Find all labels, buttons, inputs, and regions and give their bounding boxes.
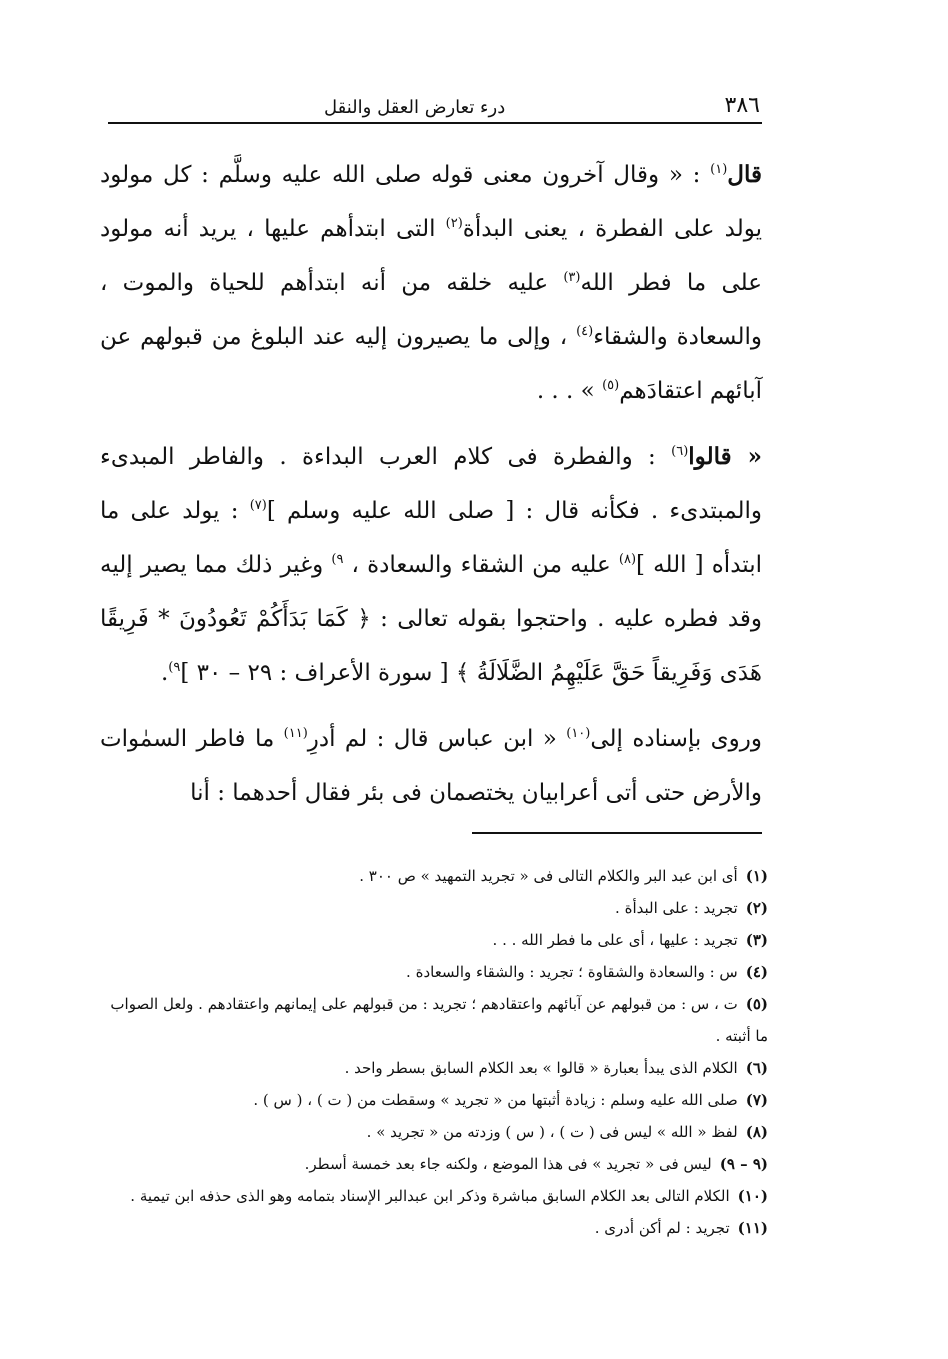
footnote [96,924,768,956]
footnote-number: (٢) [745,899,768,917]
footnote-ref: (٨) [618,552,637,567]
footnote-ref: (١١) [283,726,308,741]
footnote-number: (٣) [745,931,768,949]
footnote-ref: ٩) [331,552,344,567]
footnote-number: (١) [745,867,768,885]
footnote [96,1180,768,1212]
footnote-number: (٩ – ٩) [719,1155,768,1173]
paragraph-lead: « قالوا [688,443,762,470]
paragraph [100,148,762,418]
footnote-ref: (٢) [445,216,463,231]
footnote-text: ليس فى « تجريد » فى هذا الموضع ، ولكنه جاء بعد خمسة أسطر. [304,1155,712,1173]
paragraph-text: عليه خلقه من أنه ابتدأهم للحياة والموت ، والسعادة والشقاء [100,270,762,350]
paragraph-text: وروى بإسناده إلى [590,726,762,752]
running-title: درء تعارض العقل والنقل [324,97,506,118]
paragraph-text: : « وقال آخرون معنى قوله صلى الله عليه وسلَّم : كل مولود يولد على الفطرة ، يعنى البدأة [100,162,763,242]
footnote-ref: (٧) [249,498,267,513]
footnote-number: (٧) [745,1091,768,1109]
footnote [96,1212,768,1244]
footnote [96,1084,768,1116]
footnote-ref: (١) [710,162,728,177]
footnote-number: (٦) [745,1059,768,1077]
footnote-rule [472,832,762,834]
footnote-text: تجريد : على البدأة . [615,899,738,917]
footnote-text: ت ، س : من قبولهم عن آبائهم واعتقادهم ؛ تجريد : من قبولهم على إيمانهم واعتقادهم . ولعل الصواب ما أثبته . [110,995,768,1045]
footnote-text: تجريد : لم أكن أدرى . [594,1219,730,1237]
footnote-text: الكلام الذى يبدأ بعبارة « قالوا » بعد الكلام السابق بسطر واحد . [344,1059,738,1077]
footnote-text: الكلام التالى بعد الكلام السابق مباشرة وذكر ابن عبدالبر الإسناد بتمامه وهو الذى حذفه ابن تيمية . [130,1187,730,1205]
paragraph-text: » . . . [536,378,603,404]
footnote [96,892,768,924]
footnote-ref: (٦) [671,444,689,459]
footnote-ref: (٥) [602,378,620,393]
footnote [96,1148,768,1180]
footnote-number: (٤) [745,963,768,981]
footnotes [96,860,768,1244]
paragraph-text: ما فاطر السمٰوات والأرض حتى أتى أعرابيان يختصمان فى بئر فقال أحدهما : أنا [100,726,762,806]
paragraph-text: عليه من الشقاء والسعادة ، [343,552,619,578]
paragraph [100,430,762,700]
footnote [96,1052,768,1084]
paragraph-text: « ابن عباس قال : لم أدرِ [307,726,567,752]
header-rule [108,122,762,124]
footnote [96,956,768,988]
paragraph-text: ، وإلى ما يصيرون إليه عند البلوغ من قبولهم عن آبائهم اعتقادَهم [100,324,762,404]
footnote-ref: (١٠) [566,726,591,741]
footnote-number: (١٠) [737,1187,768,1205]
paragraph-text: : يولد على ما ابتدأه [ الله ] [100,498,762,578]
footnote [96,988,768,1052]
paragraph-text: التى ابتدأهم عليها ، يريد أنه مولود على ما فطر الله [100,216,762,296]
footnote-text: تجريد : عليها ، أى على ما فطر الله . . . [492,931,738,949]
page-header [100,78,760,118]
footnote-number: (١١) [737,1219,768,1237]
paragraph [100,712,762,820]
paragraph-text: وغير ذلك مما يصير إليه وقد فطره عليه . واحتجوا بقوله تعالى : ﴿ كَمَا بَدَأَكُمْ تَعُودُونَ * فَرِيقًا هَدَى وَفَرِيقاً حَقَّ عَلَيْهِمُ الضَّلَالَةُ ﴾ [ سورة الأعراف : ٢٩ – ٣٠ ] [100,552,762,686]
main-text [100,148,762,832]
footnote [96,1116,768,1148]
footnote-ref: (٤) [576,324,594,339]
page-number: ٣٨٦ [724,93,760,118]
footnote-text: أى ابن عبد البر والكلام التالى فى « تجريد التمهيد » ص ٣٠٠ . [359,867,738,885]
footnote-text: صلى الله عليه وسلم : زيادة أثبتها من « تجريد » وسقطت من ( ت ) ، ( س ) . [253,1091,738,1109]
footnote-number: (٥) [745,995,768,1013]
paragraph-text: : والفطرة فى كلام العرب البداءة . والفاطر المبدىء والمبتدىء . فكأنه قال : [ صلى الله عليه وسلم ] [100,444,762,524]
paragraph-lead: قال [727,161,762,188]
paragraph-text: . [160,660,169,686]
footnote-text: س : والسعادة والشقاوة ؛ تجريد : والشقاء والسعادة . [406,963,738,981]
footnote-ref: (٣) [563,270,581,285]
footnote-ref: ٩) [168,660,181,675]
footnote-number: (٨) [745,1123,768,1141]
footnote-text: لفظ « الله » ليس فى ( ت ) ، ( س ) وزدته من « تجريد » . [366,1123,738,1141]
footnote [96,860,768,892]
